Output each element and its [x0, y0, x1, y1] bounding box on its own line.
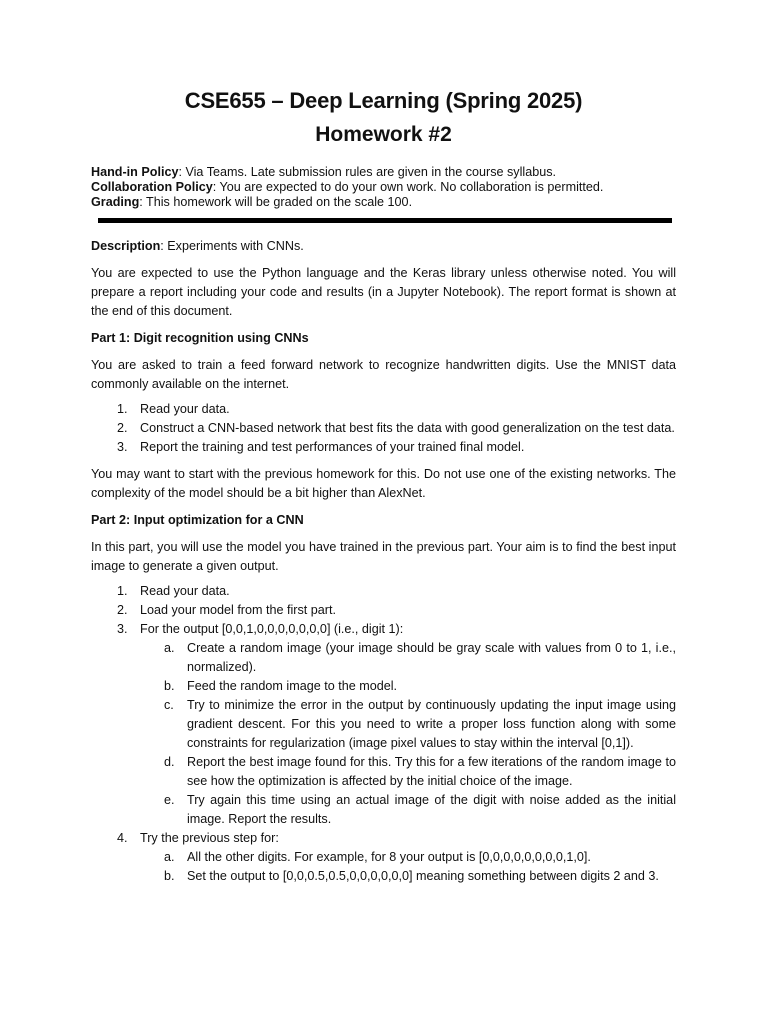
handin-policy-label: Hand-in Policy [91, 165, 179, 179]
part1-intro: You are asked to train a feed forward network to recognize handwritten digits. Use the MNIST data commonly available on the internet. [91, 358, 676, 391]
grading-policy-text: : This homework will be graded on the scale 100. [139, 195, 413, 209]
sub-list-item [140, 848, 676, 867]
list-item [91, 601, 676, 620]
sub-list-text: Report the best image found for this. Try this for a few iterations of the random image to see how the optimization is affected by the initial choice of the image. [187, 755, 676, 788]
sub-list-letter: d. [164, 755, 175, 769]
policies-block [91, 165, 676, 210]
sub-list-item [140, 791, 676, 829]
sub-list-text: Try again this time using an actual image of the digit with noise added as the initial image. Report the results. [187, 793, 676, 826]
part2-intro: In this part, you will use the model you have trained in the previous part. Your aim is to find the best input image to generate a given output. [91, 540, 676, 573]
sub-list-text: Set the output to [0,0,0.5,0.5,0,0,0,0,0,0] meaning something between digits 2 and 3. [187, 869, 659, 883]
step4-substeps [140, 848, 676, 886]
step3-substeps [140, 639, 676, 829]
sub-list-letter: e. [164, 793, 175, 807]
list-number: 2. [117, 603, 128, 617]
document-subtitle: Homework #2 [315, 123, 452, 146]
sub-list-text: All the other digits. For example, for 8 your output is [0,0,0,0,0,0,0,0,1,0]. [187, 850, 591, 864]
sub-list-item [140, 753, 676, 791]
list-number: 1. [117, 584, 128, 598]
list-text: Construct a CNN-based network that best fits the data with good generalization on the test data. [140, 421, 675, 435]
list-item [91, 400, 676, 419]
sub-list-letter: a. [164, 850, 175, 864]
handin-policy [91, 165, 676, 180]
list-text: Report the training and test performances of your trained final model. [140, 440, 525, 454]
list-number: 1. [117, 402, 128, 416]
sub-list-letter: b. [164, 679, 175, 693]
list-number: 3. [117, 622, 128, 636]
description-label: Description [91, 239, 161, 253]
list-text: For the output [0,0,1,0,0,0,0,0,0,0] (i.e., digit 1): [140, 622, 404, 636]
sub-list-text: Create a random image (your image should be gray scale with values from 0 to 1, i.e., normalized). [187, 641, 676, 674]
sub-list-text: Feed the random image to the model. [187, 679, 398, 693]
sub-list-item [140, 696, 676, 753]
list-text: Read your data. [140, 584, 230, 598]
collaboration-policy-text: : You are expected to do your own work. No collaboration is permitted. [212, 180, 604, 194]
document-title: CSE655 – Deep Learning (Spring 2025) [184, 88, 583, 113]
part2-heading: Part 2: Input optimization for a CNN [91, 513, 304, 527]
handin-policy-text: : Via Teams. Late submission rules are given in the course syllabus. [178, 165, 557, 179]
part1-steps [91, 400, 676, 457]
list-number: 2. [117, 421, 128, 435]
list-item [91, 419, 676, 438]
part1-heading: Part 1: Digit recognition using CNNs [91, 331, 309, 345]
grading-policy-label: Grading [91, 195, 140, 209]
list-number: 4. [117, 831, 128, 845]
sub-list-item [140, 639, 676, 677]
list-text: Load your model from the first part. [140, 603, 336, 617]
list-item [91, 438, 676, 457]
list-text: Try the previous step for: [140, 831, 279, 845]
intro-paragraph: You are expected to use the Python language and the Keras library unless otherwise noted. You will prepare a report including your code and results (in a Jupyter Notebook). The report format is shown at the end of this document. [91, 266, 676, 318]
description [91, 237, 676, 256]
description-text: : Experiments with CNNs. [160, 239, 304, 253]
sub-list-letter: a. [164, 641, 175, 655]
collaboration-policy-label: Collaboration Policy [91, 180, 213, 194]
horizontal-divider [98, 218, 672, 223]
sub-list-item [140, 677, 676, 696]
part2-steps [91, 582, 676, 886]
sub-list-letter: b. [164, 869, 175, 883]
list-number: 3. [117, 440, 128, 454]
sub-list-letter: c. [164, 698, 174, 712]
sub-list-item [140, 867, 676, 886]
homework-document [91, 86, 676, 886]
list-text: Read your data. [140, 402, 230, 416]
collaboration-policy [91, 180, 676, 195]
list-item [91, 582, 676, 601]
list-item [91, 829, 676, 886]
list-item [91, 620, 676, 829]
grading-policy [91, 195, 676, 210]
sub-list-text: Try to minimize the error in the output by continuously updating the input image using gradient descent. For this you need to write a proper loss function along with some constraints for regularization (image pixel values to stay within the interval [0,1]). [187, 698, 676, 750]
part1-note: You may want to start with the previous homework for this. Do not use one of the existing networks. The complexity of the model should be a bit higher than AlexNet. [91, 467, 676, 500]
